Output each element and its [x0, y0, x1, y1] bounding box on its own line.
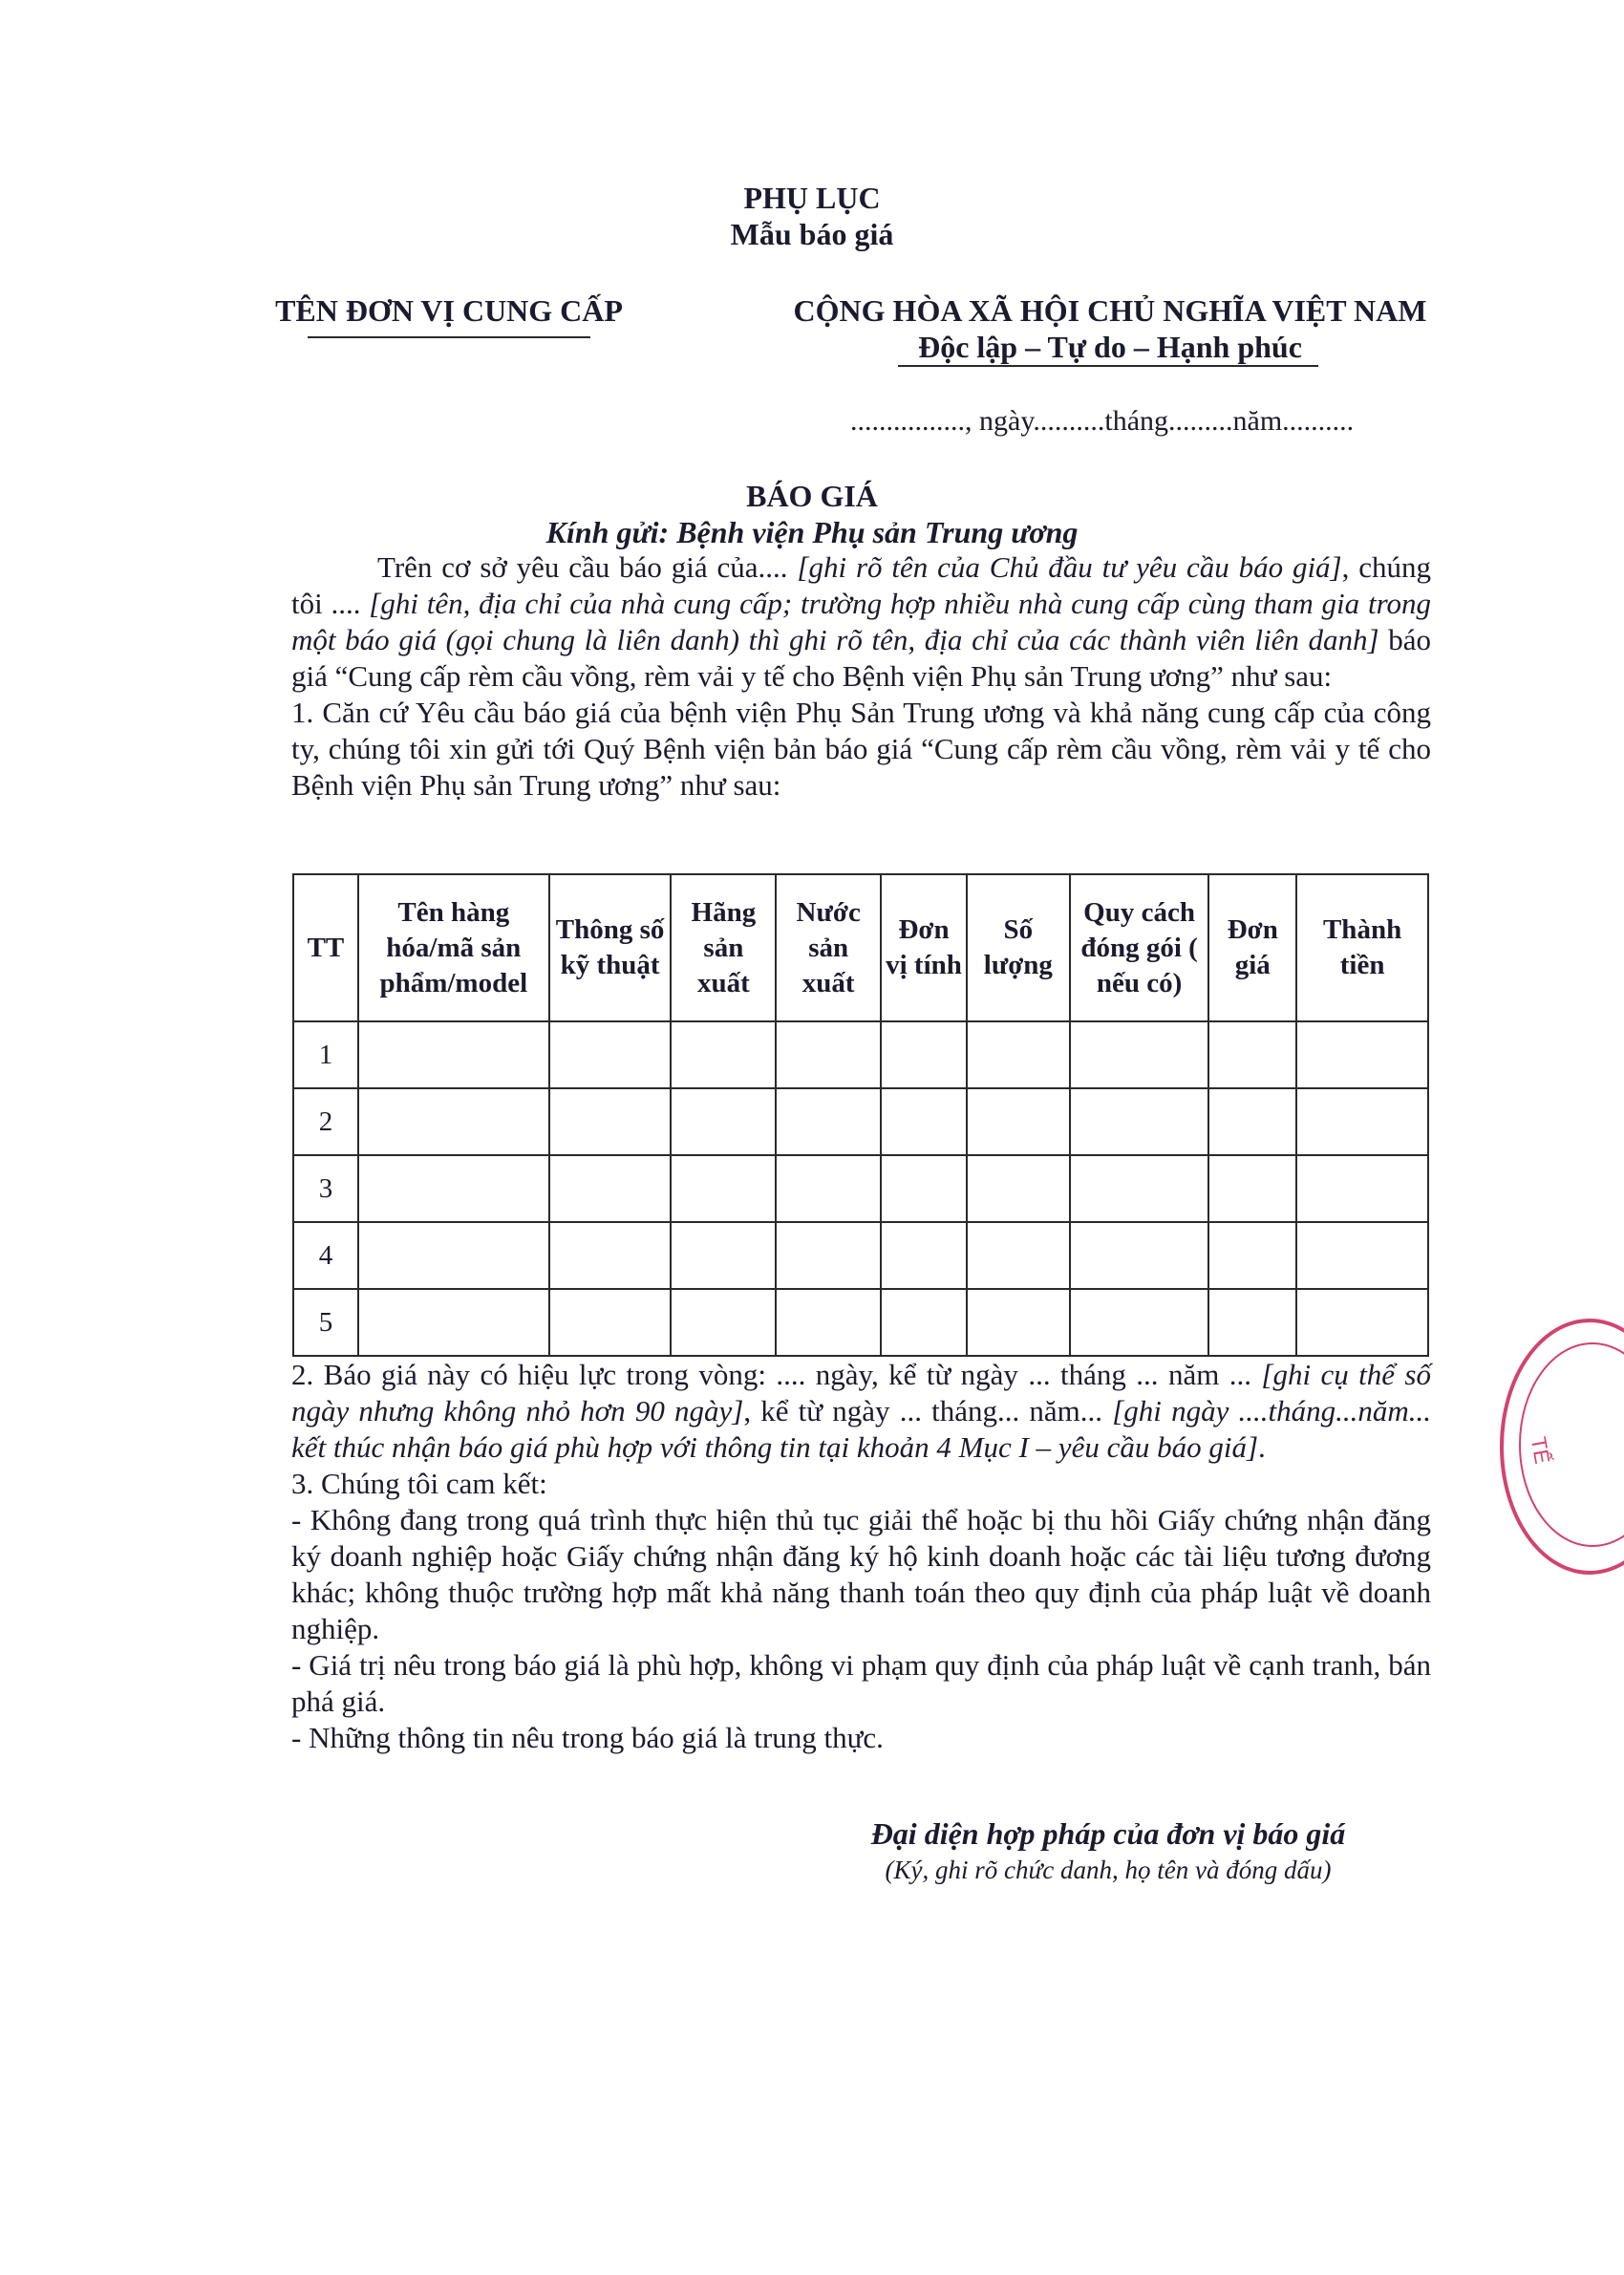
row-number: 2: [293, 1088, 358, 1155]
col-header-spec: Thông số kỹ thuật: [549, 874, 672, 1021]
national-motto: Độc lập – Tự do – Hạnh phúc: [918, 330, 1302, 364]
recipient-line: [478, 514, 1146, 550]
validity-text-3: .: [1258, 1430, 1266, 1464]
table-row: [293, 1088, 1428, 1155]
row-number: 1: [293, 1021, 358, 1088]
national-title: CỘNG HÒA XÃ HỘI CHỦ NGHĨA VIỆT NAM: [793, 293, 1427, 328]
intro-text-3: báo giá “Cung cấp rèm cầu vồng, rèm vải y tế cho Bệnh viện Phụ sản Trung ương” như sau:: [291, 623, 1431, 693]
commitment-heading: 3. Chúng tôi cam kết:: [291, 1467, 547, 1500]
appendix-subtitle: Mẫu báo giá: [730, 217, 894, 251]
appendix-title: PHỤ LỤC: [743, 181, 881, 215]
validity-italic-2: [ghi ngày ....tháng...năm... kết thúc nhận báo giá phù hợp với thông tin tại khoản 4 Mục I – yêu cầu báo giá]: [291, 1394, 1431, 1464]
row-number: 3: [293, 1155, 358, 1222]
commitment-item: - Những thông tin nêu trong báo giá là trung thực.: [291, 1721, 884, 1754]
col-header-tt: TT: [293, 874, 358, 1021]
table-row: [293, 1289, 1428, 1356]
validity-section: [291, 1357, 1431, 1756]
signature-note: (Ký, ghi rõ chức danh, họ tên và đóng dấu): [885, 1856, 1332, 1884]
validity-paragraph: [291, 1357, 1431, 1466]
col-header-packing: Quy cách đóng gói ( nếu có): [1070, 874, 1209, 1021]
date-line: ................, ngày..........tháng.........năm..........: [850, 405, 1355, 437]
row-number: 4: [293, 1222, 358, 1289]
intro-italic-2: [ghi tên, địa chỉ của nhà cung cấp; trường hợp nhiều nhà cung cấp cùng tham gia trong một báo giá (gọi chung là liên danh) thì ghi rõ tên, địa chỉ của các thành viên liên danh]: [291, 587, 1431, 656]
signature-title: Đại diện hợp pháp của đơn vị báo giá: [870, 1816, 1346, 1851]
supplier-name-label: TÊN ĐƠN VỊ CUNG CẤP: [275, 293, 623, 328]
motto-underline: [898, 365, 1318, 367]
col-header-manufacturer: Hãng sản xuất: [671, 874, 776, 1021]
col-header-unit: Đơn vị tính: [881, 874, 967, 1021]
table-row: [293, 1222, 1428, 1289]
commitment-item: - Không đang trong quá trình thực hiện thủ tục giải thể hoặc bị thu hồi Giấy chứng nhận đăng ký doanh nghiệp hoặc Giấy chứng nhận đăng ký hộ kinh doanh hoặc các tài liệu tương đương khác; không thuộc trường hợp mất khả năng thanh toán theo quy định của pháp luật về doanh nghiệp.: [291, 1503, 1431, 1645]
quote-table: [292, 873, 1429, 1357]
validity-text-1: 2. Báo giá này có hiệu lực trong vòng: .... ngày, kể từ ngày ... tháng ... năm ...: [291, 1358, 1262, 1391]
col-header-quantity: Số lượng: [967, 874, 1070, 1021]
intro-italic-1: [ghi rõ tên của Chủ đầu tư yêu cầu báo giá]: [797, 550, 1342, 584]
table-row: [293, 1021, 1428, 1088]
intro-section: [291, 549, 1431, 804]
intro-text-2: , chúng tôi ....: [291, 550, 1432, 620]
col-header-total: Thành tiền: [1296, 874, 1428, 1021]
col-header-product: Tên hàng hóa/mã sản phẩm/model: [358, 874, 549, 1021]
intro-paragraph: [291, 549, 1431, 695]
supplier-underline: [308, 336, 590, 338]
intro-text-1: Trên cơ sở yêu cầu báo giá của....: [377, 550, 798, 584]
commitment-item: - Giá trị nêu trong báo giá là phù hợp, không vi phạm quy định của pháp luật về cạnh tranh, bán phá giá.: [291, 1648, 1431, 1718]
quote-title: BÁO GIÁ: [746, 479, 878, 513]
validity-italic-1: [ghi cụ thể số ngày nhưng không nhỏ hơn 90 ngày]: [291, 1358, 1431, 1427]
validity-text-2: , kể từ ngày ... tháng... năm...: [743, 1394, 1113, 1427]
recipient-text: Kính gửi: Bệnh viện Phụ sản Trung ương: [545, 515, 1079, 549]
row-number: 5: [293, 1289, 358, 1356]
seal-fragment-text: TẾ: [1526, 1434, 1555, 1466]
table-row: [293, 1155, 1428, 1222]
col-header-country: Nước sản xuất: [776, 874, 881, 1021]
basis-paragraph: 1. Căn cứ Yêu cầu báo giá của bệnh viện Phụ Sản Trung ương và khả năng cung cấp của công ty, chúng tôi xin gửi tới Quý Bệnh viện bản báo giá “Cung cấp rèm cầu vồng, rèm vải y tế cho Bệnh viện Phụ sản Trung ương” như sau:: [291, 696, 1431, 802]
table-header-row: [293, 874, 1428, 1021]
col-header-unit-price: Đơn giá: [1208, 874, 1296, 1021]
